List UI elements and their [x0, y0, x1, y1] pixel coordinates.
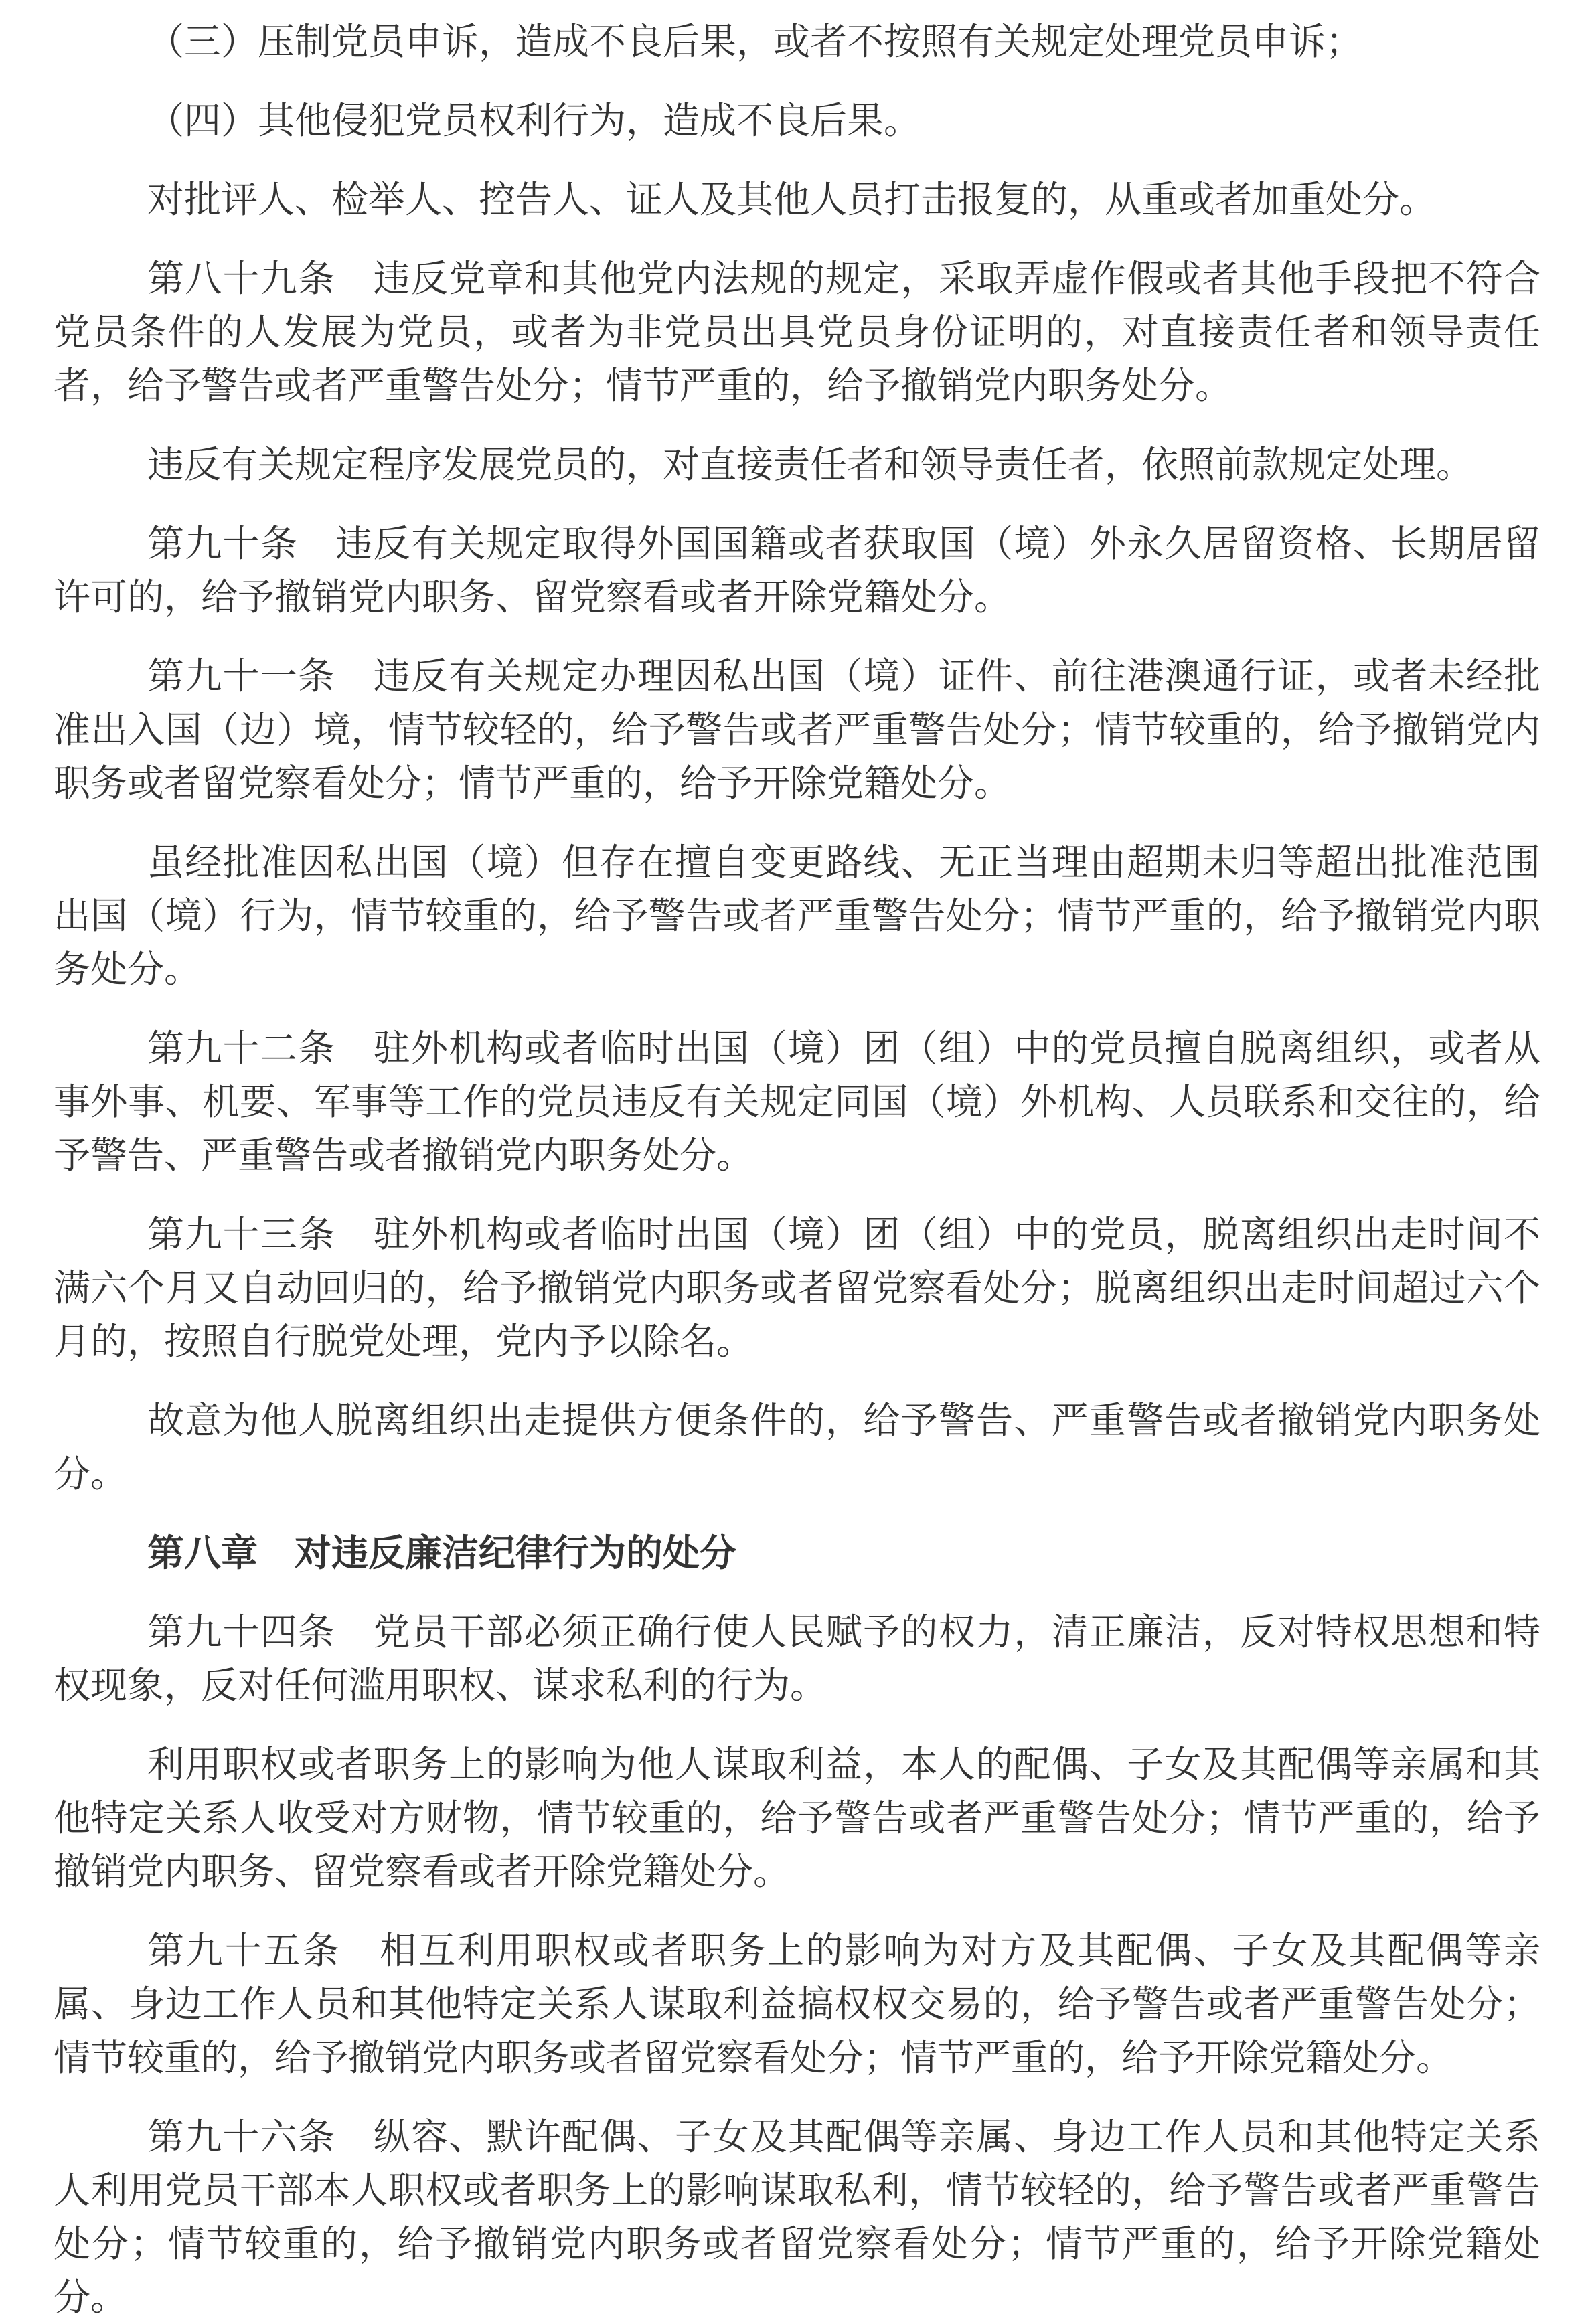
paragraph: 第九十条 违反有关规定取得外国国籍或者获取国（境）外永久居留资格、长期居留许可的，给予撤销党内职务、留党察看或者开除党籍处分。 [54, 523, 1540, 618]
paragraph: 故意为他人脱离组织出走提供方便条件的，给予警告、严重警告或者撤销党内职务处分。 [54, 1400, 1540, 1495]
paragraph-list [54, 15, 1540, 2324]
paragraph: 第九十三条 驻外机构或者临时出国（境）团（组）中的党员，脱离组织出走时间不满六个月又自动回归的，给予撤销党内职务或者留党察看处分；脱离组织出走时间超过六个月的，按照自行脱党处理，党内予以除名。 [54, 1214, 1540, 1362]
paragraph: 第九十六条 纵容、默许配偶、子女及其配偶等亲属、身边工作人员和其他特定关系人利用党员干部本人职权或者职务上的影响谋取私利，情节较轻的，给予警告或者严重警告处分；情节较重的，给予撤销党内职务或者留党察看处分；情节严重的，给予开除党籍处分。 [54, 2116, 1540, 2318]
paragraph: 第八十九条 违反党章和其他党内法规的规定，采取弄虚作假或者其他手段把不符合党员条件的人发展为党员，或者为非党员出具党员身份证明的，对直接责任者和领导责任者，给予警告或者严重警告处分；情节严重的，给予撤销党内职务处分。 [54, 258, 1540, 406]
paragraph: 第九十二条 驻外机构或者临时出国（境）团（组）中的党员擅自脱离组织，或者从事外事、机要、军事等工作的党员违反有关规定同国（境）外机构、人员联系和交往的，给予警告、严重警告或者撤销党内职务处分。 [54, 1027, 1540, 1176]
paragraph: （四）其他侵犯党员权利行为，造成不良后果。 [147, 100, 921, 141]
paragraph: 利用职权或者职务上的影响为他人谋取利益，本人的配偶、子女及其配偶等亲属和其他特定关系人收受对方财物，情节较重的，给予警告或者严重警告处分；情节严重的，给予撤销党内职务、留党察看或者开除党籍处分。 [54, 1744, 1540, 1892]
paragraph: 虽经批准因私出国（境）但存在擅自变更路线、无正当理由超期未归等超出批准范围出国（境）行为，情节较重的，给予警告或者严重警告处分；情节严重的，给予撤销党内职务处分。 [54, 841, 1540, 990]
chapter-heading: 第八章 对违反廉洁纪律行为的处分 [147, 1532, 737, 1574]
paragraph: 第九十四条 党员干部必须正确行使人民赋予的权力，清正廉洁，反对特权思想和特权现象，反对任何滥用职权、谋求私利的行为。 [54, 1611, 1540, 1706]
paragraph: （三）压制党员申诉，造成不良后果，或者不按照有关规定处理党员申诉； [147, 21, 1363, 62]
paragraph: 对批评人、检举人、控告人、证人及其他人员打击报复的，从重或者加重处分。 [147, 179, 1437, 220]
paragraph: 违反有关规定程序发展党员的，对直接责任者和领导责任者，依照前款规定处理。 [147, 444, 1473, 485]
paragraph: 第九十一条 违反有关规定办理因私出国（境）证件、前往港澳通行证，或者未经批准出入国（边）境，情节较轻的，给予警告或者严重警告处分；情节较重的，给予撤销党内职务或者留党察看处分；情节严重的，给予开除党籍处分。 [54, 655, 1540, 804]
paragraph: 第九十五条 相互利用职权或者职务上的影响为对方及其配偶、子女及其配偶等亲属、身边工作人员和其他特定关系人谋取利益搞权权交易的，给予警告或者严重警告处分；情节较重的，给予撤销党内职务或者留党察看处分；情节严重的，给予开除党籍处分。 [54, 1930, 1540, 2078]
